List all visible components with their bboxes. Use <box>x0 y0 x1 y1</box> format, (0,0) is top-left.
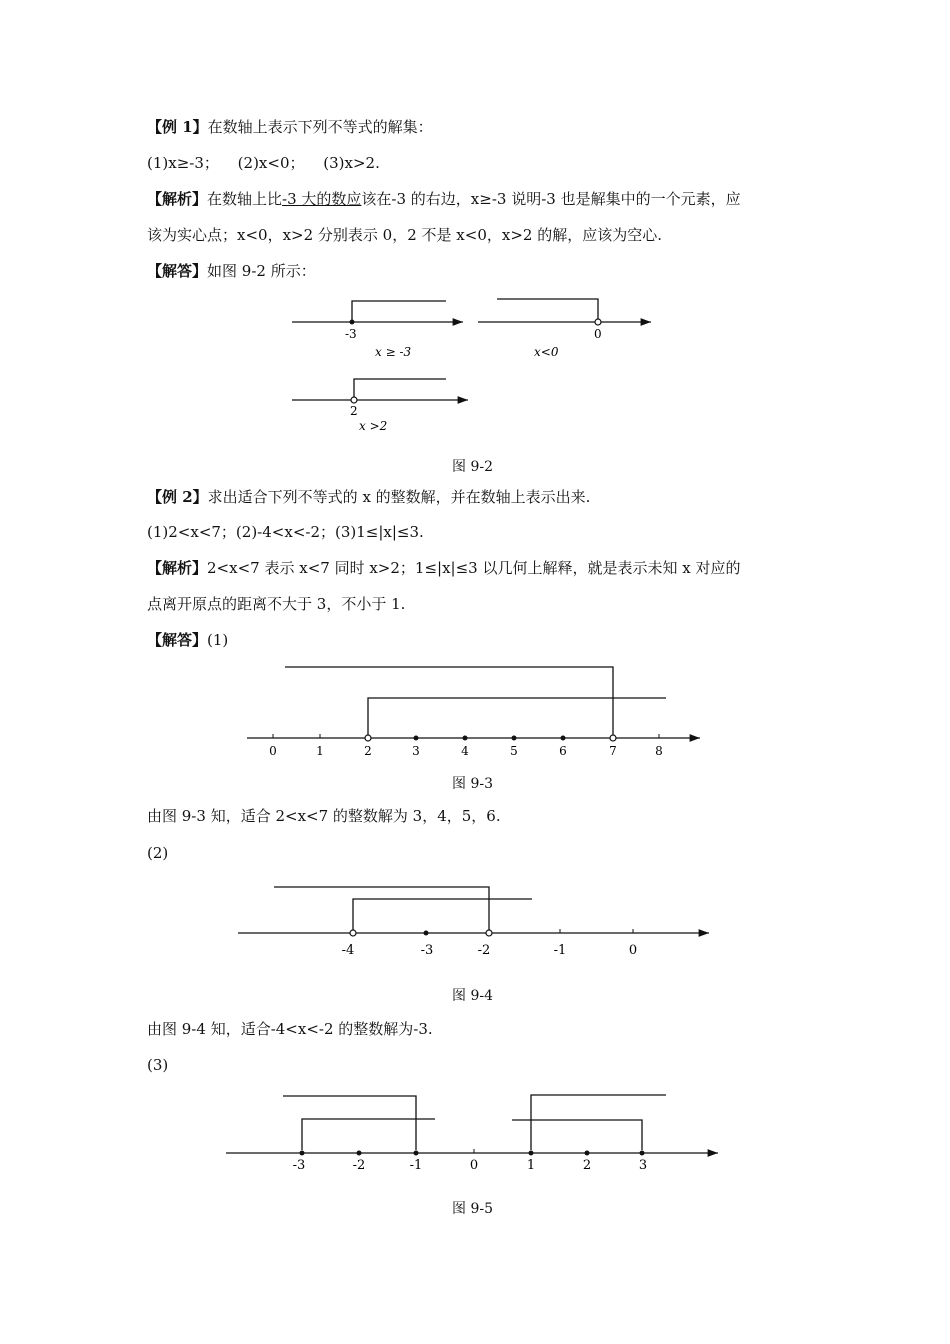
solid-point-3 <box>414 736 419 741</box>
tick-label: -3 <box>420 943 434 958</box>
tick-label: 4 <box>461 744 469 758</box>
solid-point-4 <box>463 736 468 741</box>
tick-label: 7 <box>609 744 617 758</box>
ray-left-upper <box>283 1096 416 1150</box>
item2-expression: x<0； <box>258 154 305 172</box>
tick-label: 1 <box>316 744 324 758</box>
tick-b: 0 <box>594 327 602 341</box>
answer-text: 如图 9-2 所示： <box>207 262 316 280</box>
example1-text: 在数轴上表示下列不等式的解集： <box>207 118 433 136</box>
tick-label: 2 <box>582 1158 592 1173</box>
tick-label: 0 <box>628 943 638 958</box>
part3-label: (3) <box>147 1056 169 1074</box>
caption-9-4: 图 9-4 <box>452 988 493 1004</box>
example1-heading <box>147 117 433 137</box>
ray-x-less-7 <box>285 667 613 735</box>
figure-9-2 <box>0 290 950 440</box>
analysis-text-post: 该在-3 的右边，x≥-3 说明-3 也是解集中的一个元素，应 <box>361 190 741 208</box>
figure-9-5 <box>0 1085 950 1180</box>
tick-label: 8 <box>655 744 663 758</box>
tick-label: 6 <box>559 744 567 758</box>
ray-c <box>354 379 446 397</box>
example2-answer <box>147 630 228 650</box>
ray-a <box>352 301 446 322</box>
ray-right-upper <box>531 1095 666 1150</box>
ray-x-greater-neg4 <box>353 899 532 930</box>
part1-conclusion: 由图 9-3 知，适合 2<x<7 的整数解为 3，4，5，6. <box>147 807 501 825</box>
answer2-tag: 【解答】 <box>147 631 208 649</box>
item3-number: (3) <box>323 154 345 172</box>
tick-label: 0 <box>469 1158 479 1173</box>
example1-analysis-line2: 该为实心点；x<0，x>2 分别表示 0，2 不是 x<0，x>2 的解，应该为空心. <box>147 226 662 244</box>
figure-9-3 <box>0 660 950 760</box>
item1-number: (1) <box>147 154 169 172</box>
tick-label: -3 <box>292 1158 306 1173</box>
analysis-underlined-text: -3 大的数应 <box>282 190 362 208</box>
tick-label: 3 <box>638 1158 648 1173</box>
answer-tag: 【解答】 <box>147 262 208 280</box>
solid-point-neg3 <box>300 1151 305 1156</box>
tick-c: 2 <box>350 404 358 418</box>
label-c: x >2 <box>359 419 388 433</box>
open-point-c <box>351 397 357 403</box>
label-a: x ≥ -3 <box>375 345 412 359</box>
caption-9-2: 图 9-2 <box>452 459 493 475</box>
solid-point-a <box>350 320 355 325</box>
tick-label: 5 <box>510 744 518 758</box>
example1-answer <box>147 261 316 281</box>
part2-conclusion: 由图 9-4 知，适合-4<x<-2 的整数解为-3. <box>147 1020 433 1038</box>
caption-9-3: 图 9-3 <box>452 776 493 792</box>
part2-label: (2) <box>147 844 169 862</box>
solid-point-2 <box>585 1151 590 1156</box>
analysis-tag: 【解析】 <box>147 190 208 208</box>
example2-heading <box>147 487 590 507</box>
solid-point-1 <box>529 1151 534 1156</box>
tick-label: -2 <box>477 943 491 958</box>
tick-label: -2 <box>352 1158 366 1173</box>
open-point-2 <box>365 735 371 741</box>
open-point-b <box>595 319 601 325</box>
example1-tag: 【例 1】 <box>147 118 208 136</box>
example2-tag: 【例 2】 <box>147 488 208 506</box>
tick-label: 3 <box>412 744 420 758</box>
item3-expression: x>2. <box>344 154 380 172</box>
example2-analysis-line1 <box>147 558 740 578</box>
ray-left-lower <box>302 1119 435 1150</box>
open-point-neg4 <box>350 930 356 936</box>
item1-expression: x≥-3； <box>168 154 219 172</box>
analysis-text-pre: 在数轴上比 <box>207 190 283 208</box>
tick-label: 0 <box>269 744 277 758</box>
figure-9-4 <box>0 880 950 965</box>
analysis2-tag: 【解析】 <box>147 559 208 577</box>
example1-items <box>147 153 380 173</box>
ray-x-less-neg2 <box>274 887 489 930</box>
example1-analysis-line1 <box>147 189 741 209</box>
solid-point-neg1 <box>414 1151 419 1156</box>
label-b: x<0 <box>534 345 559 359</box>
tick-label: -1 <box>553 943 567 958</box>
solid-point-3 <box>640 1151 645 1156</box>
solid-point-5 <box>512 736 517 741</box>
part1-label: (1) <box>207 631 229 649</box>
tick-label: 1 <box>526 1158 536 1173</box>
caption-9-5: 图 9-5 <box>452 1201 493 1217</box>
tick-label: 2 <box>364 744 372 758</box>
item2-number: (2) <box>237 154 259 172</box>
solid-point-6 <box>561 736 566 741</box>
ray-x-greater-2 <box>368 698 666 735</box>
open-point-7 <box>610 735 616 741</box>
analysis2-text: 2<x<7 表示 x<7 同时 x>2；1≤|x|≤3 以几何上解释，就是表示未知 x 对应的 <box>207 559 741 577</box>
example2-text: 求出适合下列不等式的 x 的整数解，并在数轴上表示出来. <box>207 488 591 506</box>
open-point-neg2 <box>486 930 492 936</box>
example2-analysis-line2: 点离开原点的距离不大于 3，不小于 1. <box>147 595 406 613</box>
solid-point-neg3 <box>424 931 429 936</box>
tick-a: -3 <box>345 327 357 341</box>
tick-label: -1 <box>409 1158 423 1173</box>
tick-label: -4 <box>341 943 355 958</box>
ray-b <box>497 299 598 319</box>
example2-items: (1)2<x<7；(2)-4<x<-2；(3)1≤|x|≤3. <box>147 523 424 541</box>
solid-point-neg2 <box>357 1151 362 1156</box>
